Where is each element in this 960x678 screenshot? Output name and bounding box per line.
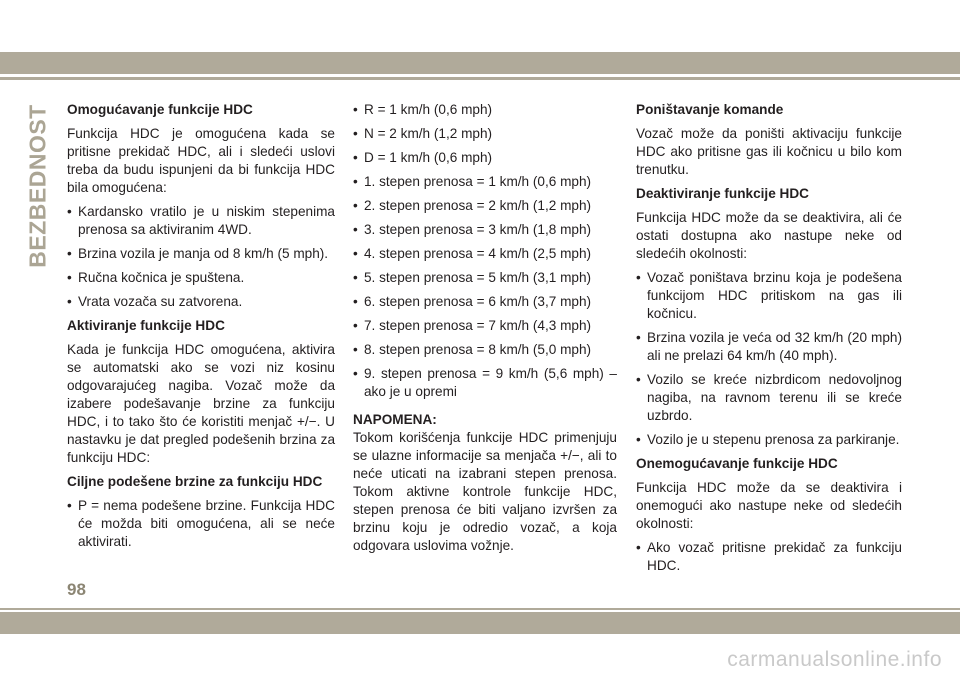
list-deactivate-conditions xyxy=(636,269,902,449)
heading-target-speeds: Ciljne podešene brzine za funkciju HDC xyxy=(67,474,323,489)
header-rule xyxy=(0,77,960,80)
list-item: • Brzina vozila je manja od 8 km/h (5 mph). xyxy=(67,245,335,263)
paragraph-activate: Kada je funkcija HDC omogućena, aktivira se automatski ako se vozi niz kosinu odgovarajućeg nagiba. Vozač može da izabere podešavanje brzine za funkciju HDC, i to tako što će koristiti menjač +/−. U nastavku je dat pregled podešenih brzina za funkciju HDC: xyxy=(67,342,335,465)
list-item: • 7. stepen prenosa = 7 km/h (4,3 mph) xyxy=(353,317,617,335)
list-item: • Vrata vozača su zatvorena. xyxy=(67,293,335,311)
list-item: • D = 1 km/h (0,6 mph) xyxy=(353,149,617,167)
heading-activate-hdc: Aktiviranje funkcije HDC xyxy=(67,318,225,333)
list-disable-conditions xyxy=(636,539,902,575)
heading-enable-hdc: Omogućavanje funkcije HDC xyxy=(67,102,253,117)
list-item: • Brzina vozila je veća od 32 km/h (20 mph) ali ne prelazi 64 km/h (40 mph). xyxy=(636,329,902,365)
list-item: • Ako vozač pritisne prekidač za funkciju HDC. xyxy=(636,539,902,575)
paragraph-disable: Funkcija HDC može da se deaktivira i onemogući ako nastupe neke od sledećih okolnosti: xyxy=(636,480,902,531)
list-item: • Vozilo je u stepenu prenosa za parkiranje. xyxy=(636,431,902,449)
list-target-speeds xyxy=(353,101,617,401)
list-item: • 2. stepen prenosa = 2 km/h (1,2 mph) xyxy=(353,197,617,215)
list-item: • Ručna kočnica je spuštena. xyxy=(67,269,335,287)
list-item: • 3. stepen prenosa = 3 km/h (1,8 mph) xyxy=(353,221,617,239)
heading-cancel: Poništavanje komande xyxy=(636,102,784,117)
list-item: • R = 1 km/h (0,6 mph) xyxy=(353,101,617,119)
footer-rule xyxy=(0,608,960,610)
heading-disable-hdc: Onemogućavanje funkcije HDC xyxy=(636,456,838,471)
watermark: carmanualsonline.info xyxy=(727,648,942,671)
paragraph-enable-conditions: Funkcija HDC je omogućena kada se pritisne prekidač HDC, ali i sledeći uslovi treba da budu ispunjeni da bi funkcija HDC bila omogućena: xyxy=(67,126,335,195)
list-item: • 1. stepen prenosa = 1 km/h (0,6 mph) xyxy=(353,173,617,191)
header-band xyxy=(0,52,960,74)
list-item: • 6. stepen prenosa = 6 km/h (3,7 mph) xyxy=(353,293,617,311)
column-left xyxy=(67,101,335,557)
list-item: • Kardansko vratilo je u niskim stepenima prenosa sa aktiviranim 4WD. xyxy=(67,203,335,239)
list-item: • Vozilo se kreće nizbrdicom nedovoljnog nagiba, na ravnom terenu ili se kreće uzbrdo. xyxy=(636,371,902,425)
list-item: • Vozač poništava brzinu koja je podešena funkcijom HDC pritiskom na gas ili kočnicu. xyxy=(636,269,902,323)
paragraph-deactivate: Funkcija HDC može da se deaktivira, ali će ostati dostupna ako nastupe neke od sledećih okolnosti: xyxy=(636,210,902,261)
note-title: NAPOMENA: xyxy=(353,412,437,427)
list-item: • 4. stepen prenosa = 4 km/h (2,5 mph) xyxy=(353,245,617,263)
list-item: • P = nema podešene brzine. Funkcija HDC će možda biti omogućena, ali se neće aktivirati. xyxy=(67,497,335,551)
column-right xyxy=(636,101,902,581)
list-item: • 9. stepen prenosa = 9 km/h (5,6 mph) – ako je u opremi xyxy=(353,365,617,401)
note-text: Tokom korišćenja funkcije HDC primenjuju se ulazne informacije sa menjača +/−, ali to neće uticati na izabrani stepen prenosa. Tokom aktivne kontrole funkcije HDC, stepen prenosa će biti valjano izvršen za brzinu koju je odredio vozač, a koja odgovara uslovima vožnje. xyxy=(353,430,617,553)
list-item: • 8. stepen prenosa = 8 km/h (5,0 mph) xyxy=(353,341,617,359)
list-item: • 5. stepen prenosa = 5 km/h (3,1 mph) xyxy=(353,269,617,287)
section-tab-label: BEZBEDNOST xyxy=(24,104,51,268)
list-item: • N = 2 km/h (1,2 mph) xyxy=(353,125,617,143)
footer-band xyxy=(0,612,960,634)
page-number: 98 xyxy=(67,580,86,599)
list-enable-conditions xyxy=(67,203,335,311)
section-tab xyxy=(24,104,51,268)
paragraph-cancel: Vozač može da poništi aktivaciju funkcije HDC ako pritisne gas ili kočnicu u bilo kom trenutku. xyxy=(636,126,902,177)
list-target-speeds-p xyxy=(67,497,335,551)
heading-deactivate-hdc: Deaktiviranje funkcije HDC xyxy=(636,186,810,201)
column-middle xyxy=(353,101,617,561)
